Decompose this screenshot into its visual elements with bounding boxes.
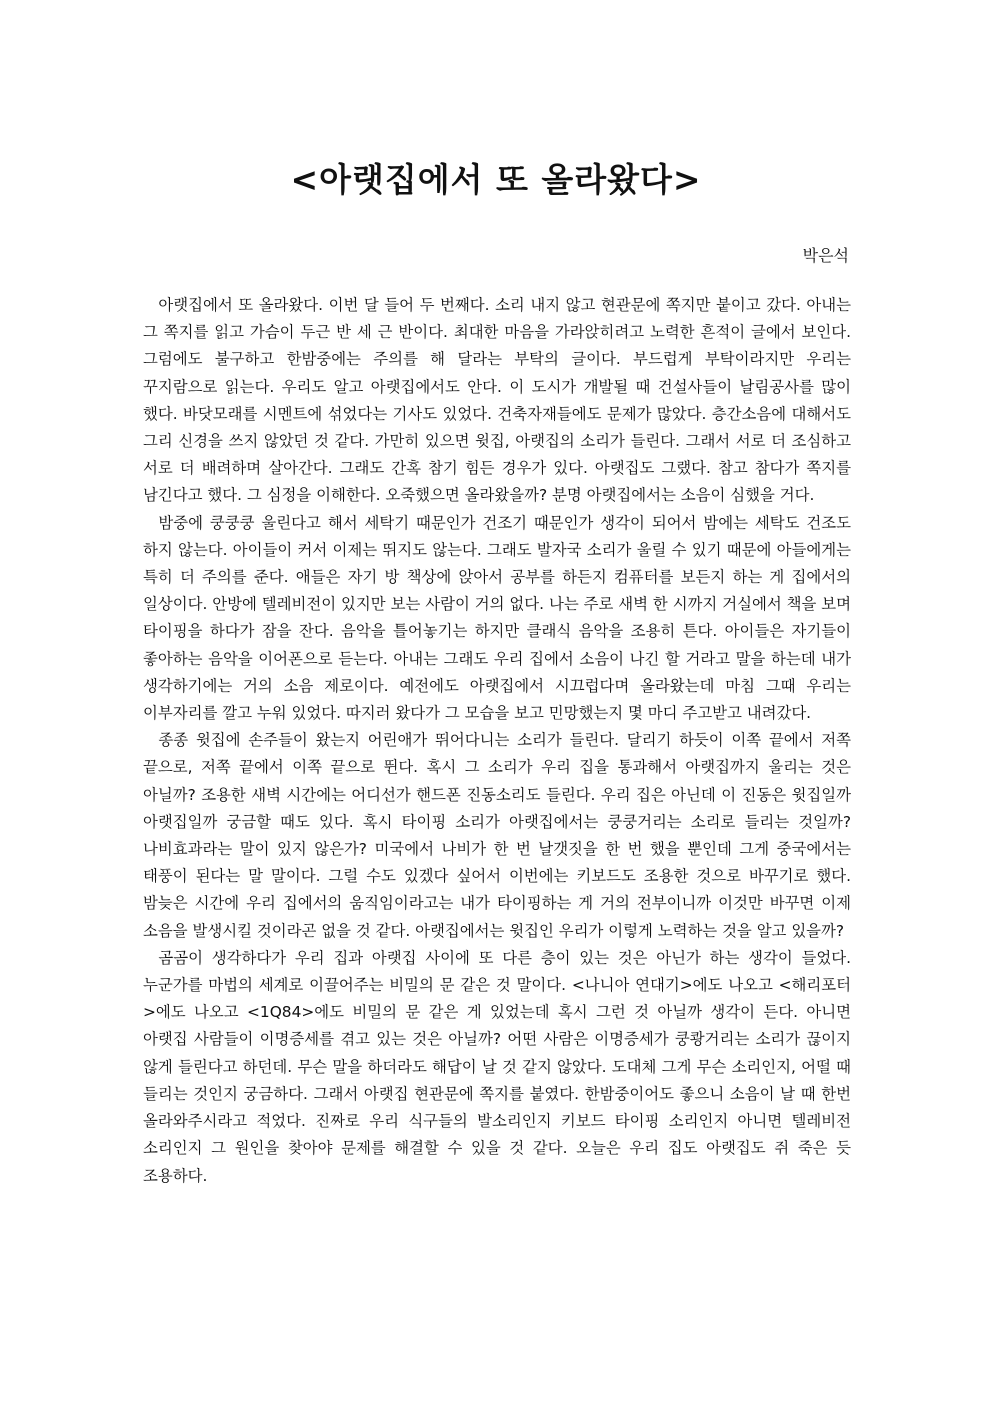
document-title: <아랫집에서 또 올라왔다> <box>290 160 702 199</box>
paragraph-4: 곰곰이 생각하다가 우리 집과 아랫집 사이에 또 다른 층이 있는 것은 아닌가 하는 생각이 들었다. 누군가를 마법의 세계로 이끌어주는 비밀의 문 같은 것 말이다. <나니아 연대기>에도 나오고 <해리포터>에도 나오고 <1Q84>에도 비밀의 문 같은 게 있었는데 혹시 그런 것 아닐까 생각이 든다. 아니면 아랫집 사람들이 이명증세를 겪고 있는 것은 아닐까? 어떤 사람은 이명증세가 쿵쾅거리는 소리가 끊이지 않게 들린다고 하던데. 무슨 말을 하더라도 해답이 날 것 같지 않았다. 도대체 그게 무슨 소리인지, 어떨 때 들리는 것인지 궁금하다. 그래서 아랫집 현관문에 쪽지를 붙였다. 한밤중이어도 좋으니 소음이 날 때 한번 올라와주시라고 적었다. 진짜로 우리 식구들의 발소리인지 키보드 타이핑 소리인지 아니면 텔레비전 소리인지 그 원인을 찾아야 문제를 해결할 수 있을 것 같다. 오늘은 우리 집도 아랫집도 쥐 죽은 듯 조용하다. <box>143 948 851 1185</box>
paragraph-1: 아랫집에서 또 올라왔다. 이번 달 들어 두 번째다. 소리 내지 않고 현관문에 쪽지만 붙이고 갔다. 아내는 그 쪽지를 읽고 가슴이 두근 반 세 근 반이다. 최대한 마음을 가라앉히려고 노력한 흔적이 글에서 보인다. 그럼에도 불구하고 한밤중에는 주의를 해 달라는 부탁의 글이다. 부드럽게 부탁이라지만 우리는 꾸지람으로 읽는다. 우리도 알고 아랫집에서도 안다. 이 도시가 개발될 때 건설사들이 날림공사를 많이 했다. 바닷모래를 시멘트에 섞었다는 기사도 있었다. 건축자재들에도 문제가 많았다. 층간소음에 대해서도 그리 신경을 쓰지 않았던 것 같다. 가만히 있으면 윗집, 아랫집의 소리가 들린다. 그래서 서로 더 조심하고 서로 더 배려하며 살아간다. 그래도 간혹 참기 힘든 경우가 있다. 아랫집도 그랬다. 참고 참다가 쪽지를 남긴다고 했다. 그 심정을 이해한다. 오죽했으면 올라왔을까? 분명 아랫집에서는 소음이 심했을 거다. <box>143 296 851 505</box>
essay-body <box>143 292 851 1190</box>
paragraph-2: 밤중에 쿵쿵쿵 울린다고 해서 세탁기 때문인가 건조기 때문인가 생각이 되어서 밤에는 세탁도 건조도 하지 않는다. 아이들이 커서 이제는 뛰지도 않는다. 그래도 발자국 소리가 울릴 수 있기 때문에 아들에게는 특히 더 주의를 준다. 애들은 자기 방 책상에 앉아서 공부를 하든지 컴퓨터를 보든지 하는 게 집에서의 일상이다. 안방에 텔레비전이 있지만 보는 사람이 거의 없다. 나는 주로 새벽 한 시까지 거실에서 책을 보며 타이핑을 하다가 잠을 잔다. 음악을 틀어놓기는 하지만 클래식 음악을 조용히 튼다. 아이들은 자기들이 좋아하는 음악을 이어폰으로 듣는다. 아내는 그래도 우리 집에서 소음이 나긴 할 거라고 말을 하는데 내가 생각하기에는 거의 소음 제로이다. 예전에도 아랫집에서 시끄럽다며 올라왔는데 마침 그때 우리는 이부자리를 깔고 누워 있었다. 따지러 왔다가 그 모습을 보고 민망했는지 몇 마디 주고받고 내려갔다. <box>143 513 851 723</box>
paragraph-3: 종종 윗집에 손주들이 왔는지 어린애가 뛰어다니는 소리가 들린다. 달리기 하듯이 이쪽 끝에서 저쪽 끝으로, 저쪽 끝에서 이쪽 끝으로 뛴다. 혹시 그 소리가 우리 집을 통과해서 아랫집까지 울리는 것은 아닐까? 조용한 새벽 시간에는 어디선가 핸드폰 진동소리도 들린다. 우리 집은 아닌데 이 진동은 윗집일까 아랫집일까 궁금할 때도 있다. 혹시 타이핑 소리가 아랫집에서는 쿵쿵거리는 소리로 들리는 것일까? 나비효과라는 말이 있지 않은가? 미국에서 나비가 한 번 날갯짓을 한 번 했을 뿐인데 그게 중국에서는 태풍이 된다는 말 말이다. 그럴 수도 있겠다 싶어서 이번에는 키보드도 조용한 것으로 바꾸기로 했다. 밤늦은 시간에 우리 집에서의 움직임이라고는 내가 타이핑하는 게 거의 전부이니까 이것만 바꾸면 이제 소음을 발생시킬 것이라곤 없을 것 같다. 아랫집에서는 윗집인 우리가 이렇게 노력하는 것을 알고 있을까? <box>143 731 851 940</box>
author-name: 박은석 <box>802 246 849 265</box>
